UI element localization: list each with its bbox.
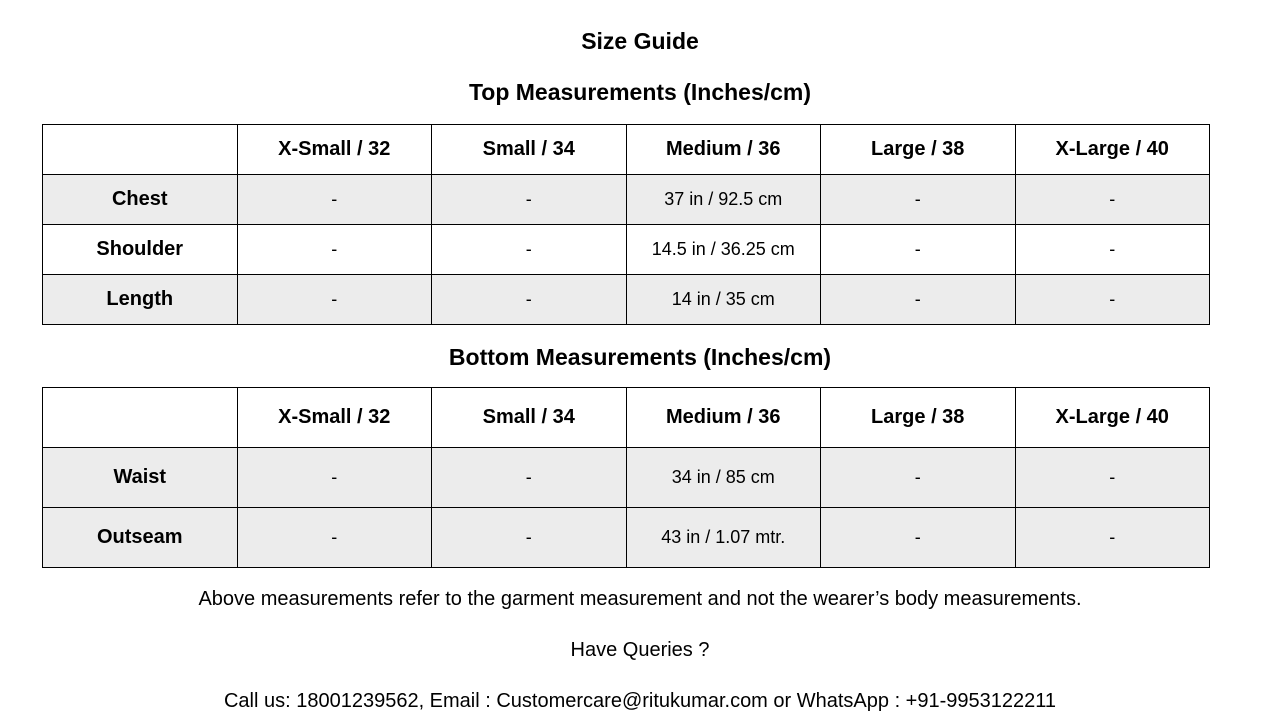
column-header: X-Large / 40 xyxy=(1015,388,1210,448)
table-cell: - xyxy=(237,175,432,225)
page-title: Size Guide xyxy=(581,28,699,54)
column-header: X-Large / 40 xyxy=(1015,125,1210,175)
table-cell: - xyxy=(1015,175,1210,225)
row-label: Waist xyxy=(43,448,238,508)
table-cell: - xyxy=(1015,225,1210,275)
table-row xyxy=(43,448,1210,508)
column-header: X-Small / 32 xyxy=(237,125,432,175)
table-cell: - xyxy=(432,175,627,225)
row-label: Chest xyxy=(43,175,238,225)
top-measurements-table xyxy=(42,124,1210,325)
queries-text: Have Queries ? xyxy=(570,639,710,661)
row-label: Shoulder xyxy=(43,225,238,275)
contact-info: Call us: 18001239562, Email : Customercare@ritukumar.com or WhatsApp : +91-9953122211 xyxy=(223,690,1057,712)
column-header: X-Small / 32 xyxy=(237,388,432,448)
table-header-row xyxy=(43,125,1210,175)
table-cell: - xyxy=(821,275,1016,325)
column-header: Small / 34 xyxy=(432,125,627,175)
bottom-measurements-heading: Bottom Measurements (Inches/cm) xyxy=(448,344,832,370)
table-row xyxy=(43,175,1210,225)
bottom-measurements-table xyxy=(42,387,1210,568)
table-cell: - xyxy=(237,225,432,275)
table-row xyxy=(43,225,1210,275)
table-cell: - xyxy=(237,448,432,508)
table-cell: 34 in / 85 cm xyxy=(626,448,821,508)
column-header: Medium / 36 xyxy=(626,125,821,175)
table-cell: - xyxy=(1015,508,1210,568)
table-header-row xyxy=(43,388,1210,448)
column-header xyxy=(43,388,238,448)
table-row xyxy=(43,275,1210,325)
row-label: Length xyxy=(43,275,238,325)
table-row xyxy=(43,508,1210,568)
table-cell: - xyxy=(821,508,1016,568)
table-cell: - xyxy=(432,508,627,568)
table-cell: - xyxy=(432,275,627,325)
column-header: Large / 38 xyxy=(821,125,1016,175)
column-header: Small / 34 xyxy=(432,388,627,448)
table-cell: 43 in / 1.07 mtr. xyxy=(626,508,821,568)
column-header: Medium / 36 xyxy=(626,388,821,448)
table-cell: - xyxy=(821,448,1016,508)
top-measurements-heading: Top Measurements (Inches/cm) xyxy=(468,79,812,105)
table-cell: - xyxy=(1015,448,1210,508)
table-cell: 14 in / 35 cm xyxy=(626,275,821,325)
table-cell: - xyxy=(821,175,1016,225)
table-cell: - xyxy=(237,508,432,568)
table-cell: - xyxy=(821,225,1016,275)
row-label: Outseam xyxy=(43,508,238,568)
table-cell: - xyxy=(237,275,432,325)
column-header xyxy=(43,125,238,175)
garment-measurement-note: Above measurements refer to the garment measurement and not the wearer’s body measurements. xyxy=(198,588,1082,610)
column-header: Large / 38 xyxy=(821,388,1016,448)
table-cell: 14.5 in / 36.25 cm xyxy=(626,225,821,275)
table-cell: - xyxy=(1015,275,1210,325)
table-cell: - xyxy=(432,448,627,508)
table-cell: - xyxy=(432,225,627,275)
table-cell: 37 in / 92.5 cm xyxy=(626,175,821,225)
